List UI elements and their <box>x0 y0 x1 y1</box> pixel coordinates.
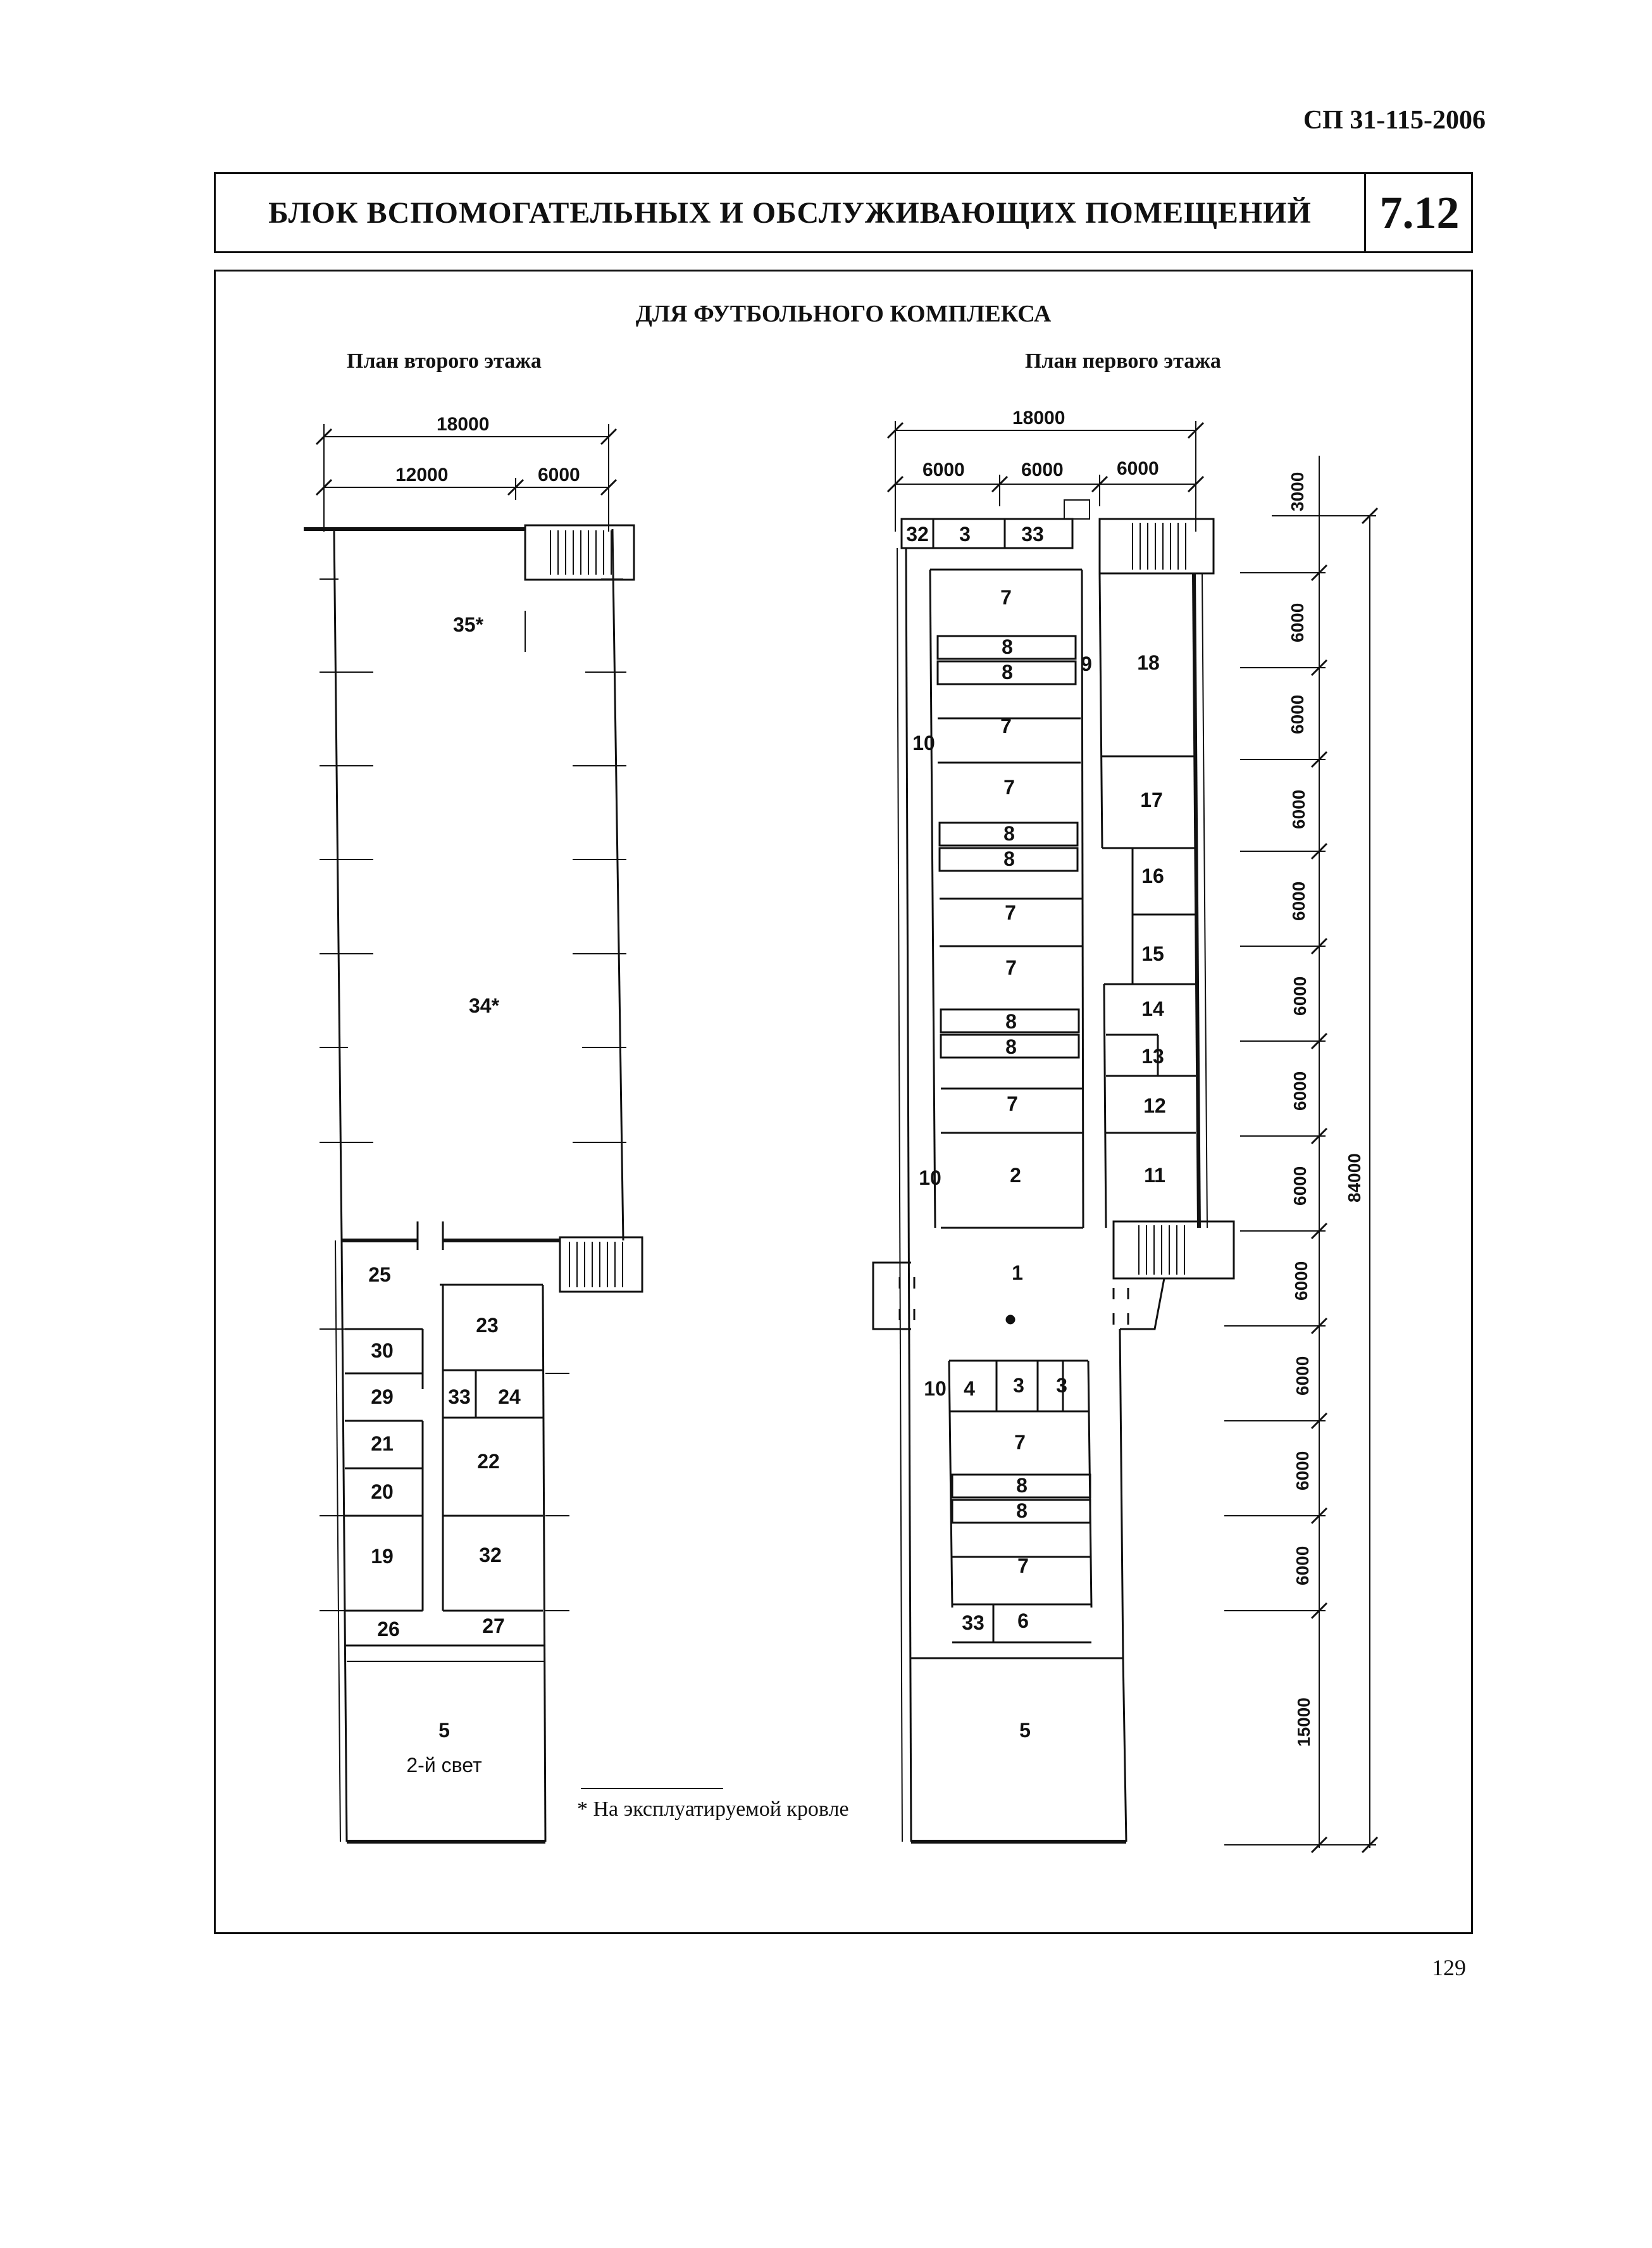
ff-dim-v-10: 6000 <box>1293 1451 1312 1490</box>
first-floor-label: План первого этажа <box>1025 349 1221 373</box>
ff-dim-v-5: 6000 <box>1290 976 1310 1016</box>
second-floor-label: План второго этажа <box>347 349 542 373</box>
ff-room-7-d: 7 <box>1005 901 1016 924</box>
ff-room-10-c: 10 <box>924 1377 947 1400</box>
ff-room-8-h: 8 <box>1016 1499 1028 1522</box>
ff-room-7-b: 7 <box>1000 715 1012 737</box>
ff-dim-bay-2: 6000 <box>1021 459 1064 480</box>
ff-room-15: 15 <box>1141 942 1164 965</box>
ff-dim-bay-3: 6000 <box>1117 458 1159 479</box>
ff-dim-v-1: 6000 <box>1288 603 1307 642</box>
sf-room-32: 32 <box>479 1544 502 1566</box>
sf-dim-right: 6000 <box>538 465 580 485</box>
sf-room-29: 29 <box>371 1385 394 1408</box>
ff-room-16: 16 <box>1141 865 1164 887</box>
sf-dim-total: 18000 <box>437 414 490 435</box>
drawing-subtitle: ДЛЯ ФУТБОЛЬНОГО КОМПЛЕКСА <box>635 301 1052 327</box>
ff-room-5: 5 <box>1019 1719 1031 1742</box>
footnote: * На эксплуатируемой кровле <box>577 1797 849 1821</box>
ff-room-1: 1 <box>1012 1261 1023 1284</box>
sf-room-19: 19 <box>371 1545 394 1568</box>
ff-dim-v-0: 3000 <box>1288 471 1307 511</box>
page-number: 129 <box>1432 1955 1466 1980</box>
sf-room-35: 35* <box>452 613 484 636</box>
sf-room-23: 23 <box>476 1314 499 1337</box>
document-code: СП 31-115-2006 <box>1303 106 1486 135</box>
ff-dim-v-2: 6000 <box>1288 694 1307 734</box>
ff-room-8-b: 8 <box>1002 661 1013 684</box>
section-title: БЛОК ВСПОМОГАТЕЛЬНЫХ И ОБСЛУЖИВАЮЩИХ ПОМЕЩЕНИЙ <box>268 196 1312 230</box>
sf-room-21: 21 <box>371 1432 394 1455</box>
sf-room-30: 30 <box>371 1339 394 1362</box>
ff-dim-v-9: 6000 <box>1293 1356 1312 1396</box>
ff-dim-v-11: 6000 <box>1293 1546 1312 1585</box>
ff-room-11: 11 <box>1144 1164 1165 1187</box>
ff-room-4: 4 <box>964 1377 975 1400</box>
ff-room-8-g: 8 <box>1016 1474 1028 1497</box>
ff-dim-v-12: 15000 <box>1294 1697 1314 1747</box>
sf-room-25: 25 <box>368 1263 391 1286</box>
ff-room-10-a: 10 <box>912 732 935 754</box>
ff-room-8-d: 8 <box>1003 847 1015 870</box>
ff-room-7-g: 7 <box>1014 1431 1026 1454</box>
sf-dim-left: 12000 <box>395 465 449 485</box>
ff-room-7-a: 7 <box>1000 586 1012 609</box>
ff-dim-v-4: 6000 <box>1289 881 1308 921</box>
ff-room-8-e: 8 <box>1005 1010 1017 1033</box>
ff-room-3-b: 3 <box>1056 1374 1067 1397</box>
ff-room-3-top: 3 <box>959 523 971 546</box>
ff-dim-v-8: 6000 <box>1291 1261 1311 1301</box>
ff-room-10-b: 10 <box>919 1166 941 1189</box>
ff-dim-v-6: 6000 <box>1290 1071 1310 1111</box>
ff-room-33: 33 <box>962 1611 984 1634</box>
sf-room-5-note: 2-й свет <box>406 1754 482 1777</box>
ff-dim-bay-1: 6000 <box>922 459 965 480</box>
ff-room-14: 14 <box>1141 997 1164 1020</box>
ff-room-3-a: 3 <box>1013 1374 1024 1397</box>
sf-room-27: 27 <box>482 1614 505 1637</box>
ff-room-13: 13 <box>1141 1045 1164 1068</box>
ff-room-32: 32 <box>906 523 929 546</box>
ff-room-7-h: 7 <box>1017 1554 1029 1577</box>
ff-room-2: 2 <box>1010 1164 1021 1187</box>
sf-room-22: 22 <box>477 1450 500 1473</box>
ff-room-7-c: 7 <box>1003 776 1015 799</box>
ff-dim-v-7: 6000 <box>1290 1166 1310 1206</box>
sf-room-34: 34* <box>468 994 500 1017</box>
sheet-number: 7.12 <box>1379 187 1460 238</box>
sf-room-24: 24 <box>498 1385 521 1408</box>
ff-dim-total: 18000 <box>1012 408 1065 428</box>
ff-dim-overall: 84000 <box>1345 1153 1364 1202</box>
ff-room-8-a: 8 <box>1002 635 1013 658</box>
sf-room-20: 20 <box>371 1480 394 1503</box>
sf-room-33: 33 <box>448 1385 471 1408</box>
ff-room-12: 12 <box>1143 1094 1166 1117</box>
ff-room-33-top: 33 <box>1021 523 1044 546</box>
ff-room-7-f: 7 <box>1007 1092 1018 1115</box>
ff-room-9: 9 <box>1081 653 1092 675</box>
ff-room-17: 17 <box>1140 789 1163 811</box>
ff-room-8-f: 8 <box>1005 1035 1017 1058</box>
sf-room-5: 5 <box>438 1719 450 1742</box>
ff-dim-v-3: 6000 <box>1289 789 1308 829</box>
ff-room-18: 18 <box>1137 651 1160 674</box>
sf-room-26: 26 <box>377 1618 400 1640</box>
ff-room-7-e: 7 <box>1005 956 1017 979</box>
ff-room-8-c: 8 <box>1003 822 1015 845</box>
ff-room-6: 6 <box>1017 1609 1029 1632</box>
